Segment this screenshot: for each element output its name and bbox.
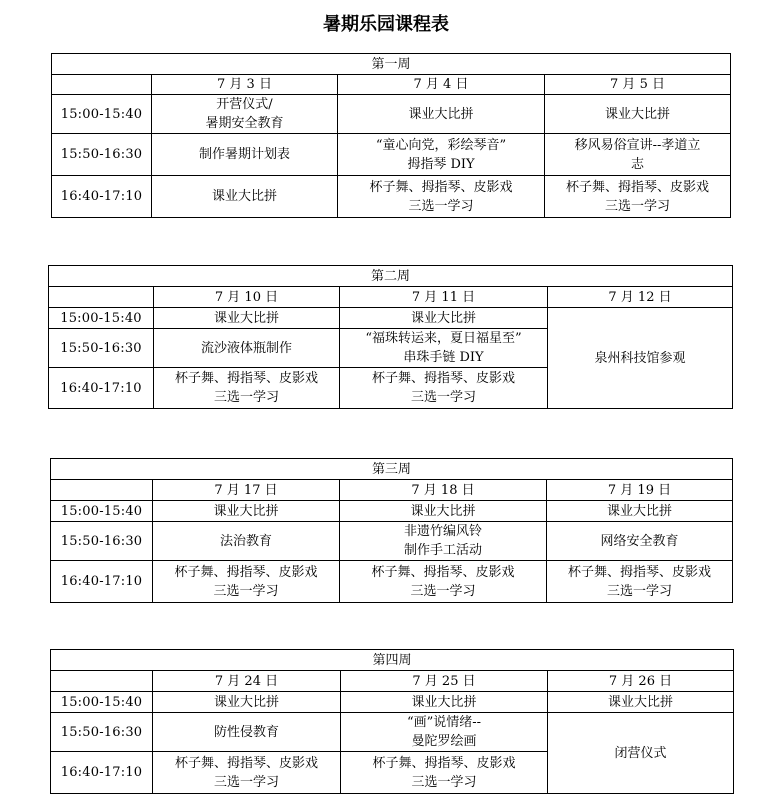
activity-cell [340,308,548,329]
activity-cell [338,95,545,134]
week-table [48,265,733,409]
cell-text-line: 课业大比拼 [213,503,279,519]
cell-text-line: “童心向党，彩绘琴音” [375,137,507,153]
activity-cell [340,329,548,368]
cell-text-line: 课业大比拼 [608,694,674,710]
cell-text-line: 暑期安全教育 [205,116,284,131]
page-title: 暑期乐园课程表 [323,14,449,35]
cell-text-line: 杯子舞、拇指琴、皮影戏 [371,371,515,386]
cell-text-line: 拇指琴 DIY [407,156,475,172]
activity-cell [341,752,548,794]
header-blank [49,287,154,308]
day-header: 7 月 10 日 [154,287,340,308]
activity-cell [153,692,341,713]
time-slot: 15:50-16:30 [51,522,153,561]
cell-text-line: 课业大比拼 [605,106,671,122]
time-slot: 15:50-16:30 [49,329,154,368]
activity-cell [154,308,340,329]
week-table [50,458,733,603]
cell-text-line: 杯子舞、拇指琴、皮影戏 [369,179,513,195]
cell-text-line: 制作暑期计划表 [198,147,290,162]
activity-cell [340,368,548,409]
day-header: 7 月 3 日 [152,75,338,95]
cell-text-line: 课业大比拼 [607,503,673,519]
day-header: 7 月 4 日 [338,75,545,95]
activity-cell [341,692,548,713]
cell-text-line: 网络安全教育 [600,533,679,549]
cell-text-line: 杯子舞、拇指琴、皮影戏 [174,564,318,580]
activity-cell [340,501,547,522]
time-slot: 16:40-17:10 [49,368,154,409]
time-slot: 16:40-17:10 [51,561,153,603]
day-header: 7 月 24 日 [153,671,341,692]
activity-cell-merged [548,308,733,409]
day-header: 7 月 12 日 [548,287,733,308]
activity-cell [154,368,340,409]
activity-cell [153,522,340,561]
activity-cell [153,752,341,794]
day-header: 7 月 18 日 [340,480,547,501]
cell-text-line: 杯子舞、拇指琴、皮影戏 [174,371,318,386]
time-slot: 16:40-17:10 [52,176,152,218]
activity-cell [153,561,340,603]
day-header: 7 月 17 日 [153,480,340,501]
cell-text-line: 非遗竹编风铃 [403,524,482,539]
activity-cell [152,134,338,176]
week-label: 第三周 [51,459,733,480]
cell-text-line: 三选一学习 [605,198,671,214]
cell-text-line: 闭营仪式 [614,745,667,761]
cell-text-line: 三选一学习 [410,583,476,599]
cell-text-line: 开营仪式/ [216,97,273,112]
cell-text-line: 移风易俗宣讲--孝道立 [574,137,701,153]
cell-text-line: 制作手工活动 [403,543,482,558]
week-table [50,649,734,794]
cell-text-line: 三选一学习 [410,390,476,405]
time-slot: 16:40-17:10 [51,752,153,794]
activity-cell [340,561,547,603]
activity-cell [545,134,731,176]
activity-cell [547,501,733,522]
cell-text-line: 课业大比拼 [408,106,474,122]
activity-cell [338,176,545,218]
activity-cell [545,176,731,218]
time-slot: 15:00-15:40 [51,692,153,713]
cell-text-line: 三选一学习 [213,774,279,790]
cell-text-line: 三选一学习 [411,774,477,790]
cell-text-line: 流沙液体瓶制作 [200,340,292,356]
week-label: 第四周 [51,650,734,671]
cell-text-line: 防性侵教育 [213,724,279,740]
activity-cell [340,522,547,561]
activity-cell [153,501,340,522]
cell-text-line: 课业大比拼 [411,694,477,710]
week-label: 第二周 [49,266,733,287]
cell-text-line: 曼陀罗绘画 [411,734,477,749]
cell-text-line: 法治教育 [219,533,272,549]
activity-cell [338,134,545,176]
cell-text-line: 课业大比拼 [213,310,279,326]
cell-text-line: 杯子舞、拇指琴、皮影戏 [568,564,712,580]
cell-text-line: 课业大比拼 [410,310,476,326]
activity-cell [154,329,340,368]
week-table [51,53,731,218]
activity-cell [545,95,731,134]
cell-text-line: “福珠转运来，夏日福星至” [365,331,522,346]
cell-text-line: 志 [631,156,645,172]
week-label: 第一周 [52,54,731,75]
activity-cell [548,692,734,713]
cell-text-line: 课业大比拼 [211,189,277,204]
cell-text-line: 杯子舞、拇指琴、皮影戏 [372,755,516,771]
cell-text-line: 泉州科技馆参观 [594,350,686,366]
cell-text-line: 三选一学习 [408,198,474,214]
day-header: 7 月 5 日 [545,75,731,95]
cell-text-line: 三选一学习 [213,390,279,405]
activity-cell [547,561,733,603]
time-slot: 15:50-16:30 [51,713,153,752]
day-header: 7 月 19 日 [547,480,733,501]
header-blank [51,671,153,692]
header-blank [52,75,152,95]
activity-cell [153,713,341,752]
cell-text-line: 杯子舞、拇指琴、皮影戏 [566,179,710,195]
activity-cell [547,522,733,561]
cell-text-line: 串珠手链 DIY [403,350,484,365]
cell-text-line: 课业大比拼 [410,503,476,519]
cell-text-line: 课业大比拼 [213,694,279,710]
time-slot: 15:00-15:40 [51,501,153,522]
time-slot: 15:00-15:40 [49,308,154,329]
activity-cell [152,176,338,218]
day-header: 7 月 11 日 [340,287,548,308]
time-slot: 15:00-15:40 [52,95,152,134]
time-slot: 15:50-16:30 [52,134,152,176]
activity-cell-merged [548,713,734,794]
cell-text-line: “画”说情绪-- [406,715,482,730]
header-blank [51,480,153,501]
cell-text-line: 三选一学习 [213,583,279,599]
cell-text-line: 三选一学习 [607,583,673,599]
day-header: 7 月 25 日 [341,671,548,692]
activity-cell [152,95,338,134]
activity-cell [341,713,548,752]
day-header: 7 月 26 日 [548,671,734,692]
cell-text-line: 杯子舞、拇指琴、皮影戏 [174,755,318,771]
cell-text-line: 杯子舞、拇指琴、皮影戏 [371,564,515,580]
